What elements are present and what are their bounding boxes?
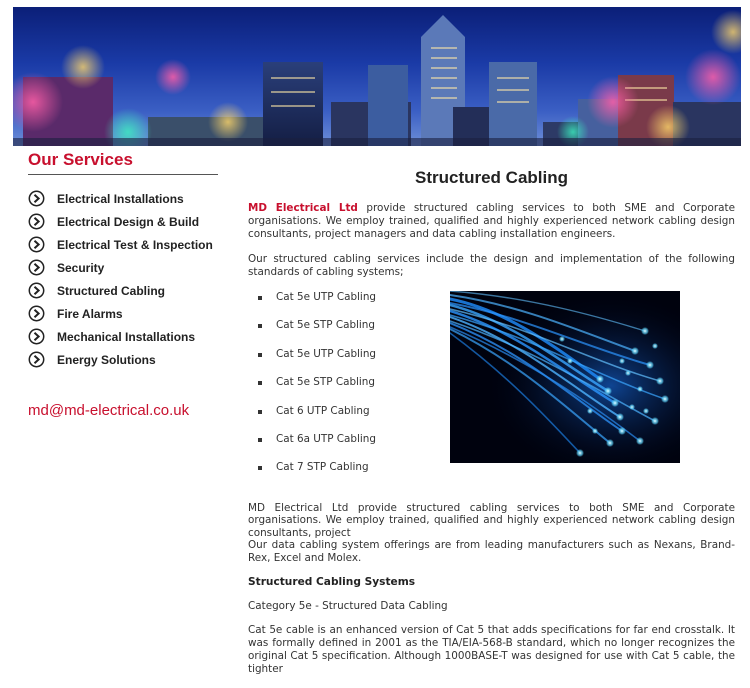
arrow-circle-icon xyxy=(28,190,45,207)
page-title: Structured Cabling xyxy=(414,168,568,187)
company-name: MD Electrical Ltd xyxy=(248,202,358,214)
sidebar-item-label: Electrical Test & Inspection xyxy=(57,237,213,252)
category-heading: Category 5e - Structured Data Cabling xyxy=(248,600,448,613)
sidebar xyxy=(28,150,218,419)
sidebar-item-energy-solutions[interactable] xyxy=(28,348,218,371)
list-item-label: Cat 6 UTP Cabling xyxy=(276,404,370,417)
intro-paragraph xyxy=(248,202,735,241)
sidebar-item-fire-alarms[interactable] xyxy=(28,302,218,325)
sidebar-item-label: Structured Cabling xyxy=(57,283,166,298)
sidebar-item-electrical-design-build[interactable] xyxy=(28,210,218,233)
arrow-circle-icon xyxy=(28,282,45,299)
systems-heading: Structured Cabling Systems xyxy=(248,576,416,589)
sidebar-item-mechanical-installations[interactable] xyxy=(28,325,218,348)
sidebar-item-label: Mechanical Installations xyxy=(57,329,196,344)
arrow-circle-icon xyxy=(28,213,45,230)
bullet-icon xyxy=(258,353,262,357)
list-item-label: Cat 5e STP Cabling xyxy=(276,319,375,332)
standards-section xyxy=(248,291,735,490)
fiber-optic-image xyxy=(450,291,680,463)
main-content xyxy=(248,168,735,688)
bullet-icon xyxy=(258,438,262,442)
bullet-icon xyxy=(258,296,262,300)
sidebar-item-label: Electrical Installations xyxy=(57,191,184,206)
sidebar-item-electrical-test-inspection[interactable] xyxy=(28,233,218,256)
services-menu xyxy=(28,187,218,371)
sidebar-item-label: Fire Alarms xyxy=(57,306,123,321)
list-item-label: Cat 5e STP Cabling xyxy=(276,376,375,389)
list-item xyxy=(258,461,735,489)
repeat-paragraph xyxy=(248,502,735,564)
sidebar-item-structured-cabling[interactable] xyxy=(28,279,218,302)
repeat-line-2: Our data cabling system offerings are from leading manufacturers such as Nexans, Brand-Rex, Excel and Molex. xyxy=(248,539,735,564)
standards-intro: Our structured cabling services include the design and implementation of the following standards of cabling systems; xyxy=(248,253,735,278)
header-banner-image xyxy=(13,7,741,146)
list-item-label: Cat 5e UTP Cabling xyxy=(276,347,376,360)
sidebar-item-label: Energy Solutions xyxy=(57,352,156,367)
email-link[interactable]: md@md-electrical.co.uk xyxy=(28,402,190,419)
list-item-label: Cat 7 STP Cabling xyxy=(276,461,369,474)
bullet-icon xyxy=(258,466,262,470)
arrow-circle-icon xyxy=(28,305,45,322)
sidebar-item-label: Electrical Design & Build xyxy=(57,214,200,229)
list-item-label: Cat 6a UTP Cabling xyxy=(276,432,376,445)
sidebar-item-label: Security xyxy=(57,260,105,275)
sidebar-item-electrical-installations[interactable] xyxy=(28,187,218,210)
bullet-icon xyxy=(258,324,262,328)
list-item-label: Cat 5e UTP Cabling xyxy=(276,291,376,303)
arrow-circle-icon xyxy=(28,351,45,368)
cat5e-paragraph: Cat 5e cable is an enhanced version of Cat 5 that adds specifications for far end crosstalk. It was formally defined in 2001 as the TIA/EIA-568-B standard, which no longer recognizes the original Cat 5 specification. Although 1000BASE-T was designed for use with Cat 5 cable, the tighter xyxy=(248,624,735,676)
sidebar-item-security[interactable] xyxy=(28,256,218,279)
repeat-line-1: MD Electrical Ltd provide structured cabling services to both SME and Corporate organisations. We employ trained, qualified and highly experienced network cabling design consultants, project xyxy=(248,502,735,539)
sidebar-title: Our Services xyxy=(28,150,218,175)
intro-text: provide structured cabling services to both SME and Corporate organisations. We employ trained, qualified and highly experienced network cabling design consultants, project managers and data cabling installation engineers. xyxy=(248,202,735,240)
arrow-circle-icon xyxy=(28,259,45,276)
bullet-icon xyxy=(258,381,262,385)
bullet-icon xyxy=(258,410,262,414)
arrow-circle-icon xyxy=(28,236,45,253)
arrow-circle-icon xyxy=(28,328,45,345)
